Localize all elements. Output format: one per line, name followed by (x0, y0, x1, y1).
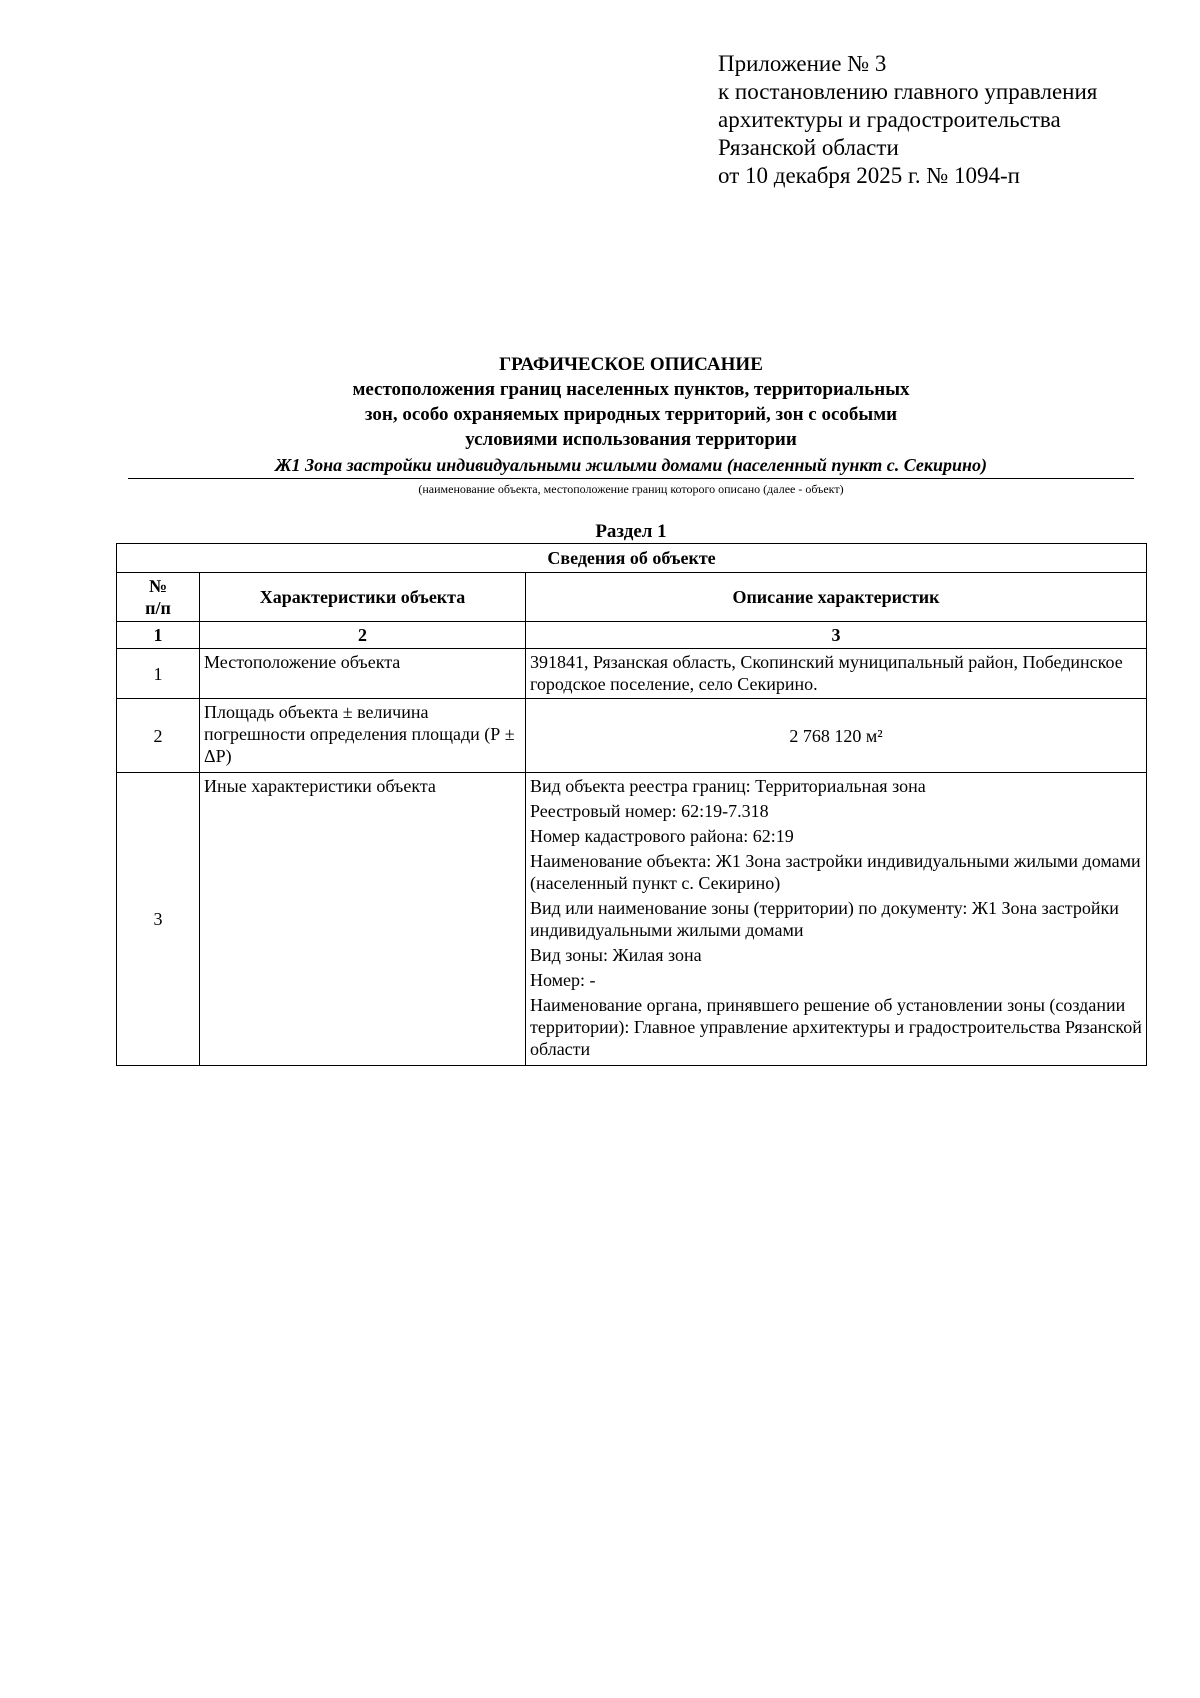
object-name: Ж1 Зона застройки индивидуальными жилыми домами (населенный пункт с. Секирино) (128, 454, 1134, 479)
section-title: Раздел 1 (595, 521, 667, 542)
header-description: Описание характеристик (526, 573, 1147, 622)
row-description: 391841, Рязанская область, Скопинский муниципальный район, Побединское городское поселение, село Секирино. (526, 649, 1147, 699)
row-characteristic: Иные характеристики объекта (200, 773, 526, 1066)
object-info-table (116, 543, 1147, 1066)
table-row (117, 699, 1147, 773)
document-subtitle-line: зон, особо охраняемых природных территорий, зон с особыми (364, 404, 898, 425)
document-subtitle-line: местоположения границ населенных пунктов, территориальных (352, 379, 910, 400)
column-number: 3 (526, 622, 1147, 649)
table-row (117, 649, 1147, 699)
document-title-block (128, 352, 1134, 497)
appendix-note (718, 50, 1097, 190)
attribute-line: Вид зоны: Жилая зона (530, 945, 702, 965)
row-description-list (526, 773, 1147, 1066)
attribute-line: Наименование объекта: Ж1 Зона застройки индивидуальными жилыми домами (населенный пункт с. Секирино) (530, 851, 1141, 893)
table-caption: Сведения об объекте (117, 544, 1147, 573)
document-subtitle-line: условиями использования территории (465, 429, 797, 450)
table-header-row (117, 573, 1147, 622)
row-number: 1 (117, 649, 200, 699)
attribute-line: Номер: - (530, 970, 596, 990)
row-characteristic: Площадь объекта ± величина погрешности определения площади (Р ± ΔР) (200, 699, 526, 773)
row-description: 2 768 120 м² (526, 699, 1147, 773)
row-number: 3 (117, 773, 200, 1066)
appendix-line: Рязанской области (718, 135, 899, 160)
table-caption-row (117, 544, 1147, 573)
object-caption: (наименование объекта, местоположение границ которого описано (далее - объект) (418, 482, 844, 496)
column-number-row (117, 622, 1147, 649)
header-characteristic: Характеристики объекта (200, 573, 526, 622)
appendix-line: архитектуры и градостроительства (718, 107, 1061, 132)
attribute-line: Наименование органа, принявшего решение об установлении зоны (создании территории): Главное управление архитектуры и градостроительства Рязанской области (530, 995, 1142, 1059)
appendix-line: от 10 декабря 2025 г. № 1094-п (718, 163, 1020, 188)
attribute-line: Вид или наименование зоны (территории) по документу: Ж1 Зона застройки индивидуальными жилыми домами (530, 898, 1119, 940)
column-number: 1 (117, 622, 200, 649)
header-number: № п/п (117, 573, 200, 622)
attribute-line: Номер кадастрового района: 62:19 (530, 826, 794, 846)
appendix-line: Приложение № 3 (718, 51, 887, 76)
row-characteristic: Местоположение объекта (200, 649, 526, 699)
table-row (117, 773, 1147, 1066)
appendix-line: к постановлению главного управления (718, 79, 1098, 104)
attribute-line: Реестровый номер: 62:19-7.318 (530, 801, 769, 821)
row-number: 2 (117, 699, 200, 773)
document-title: ГРАФИЧЕСКОЕ ОПИСАНИЕ (499, 354, 763, 375)
attribute-line: Вид объекта реестра границ: Территориальная зона (530, 776, 926, 796)
column-number: 2 (200, 622, 526, 649)
